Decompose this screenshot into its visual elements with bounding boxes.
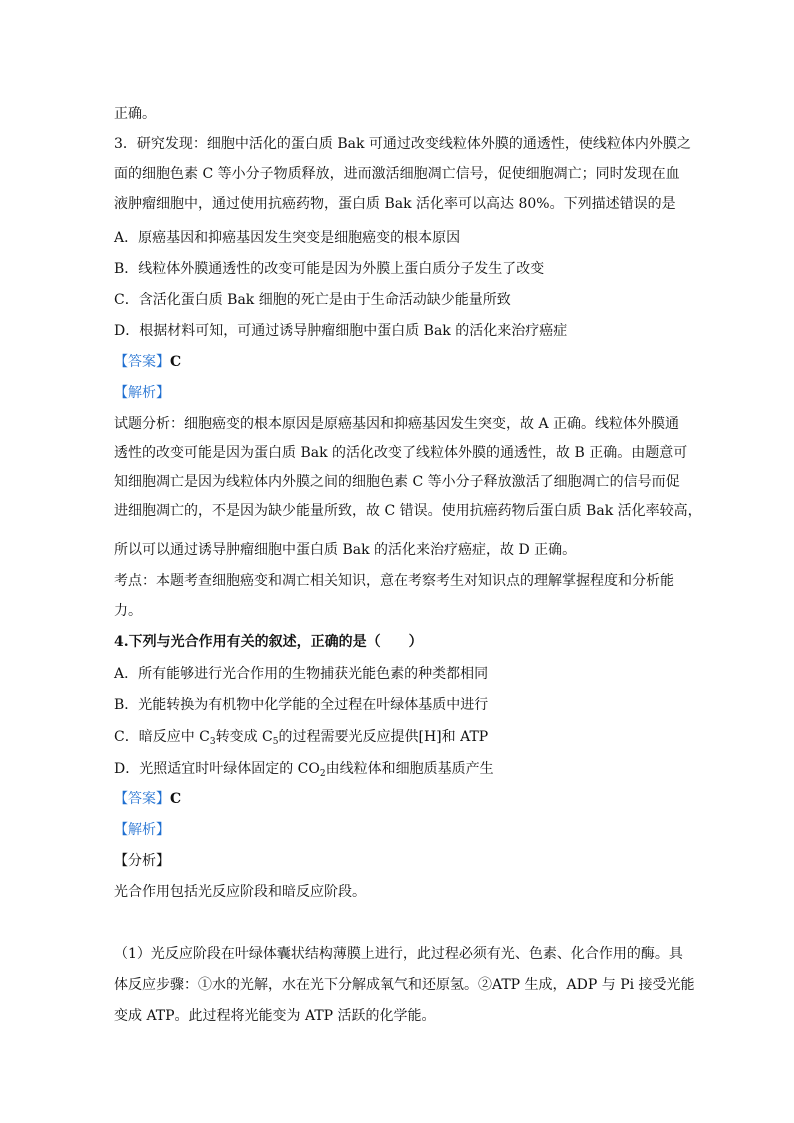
option-d-subscript-1: 2 <box>319 769 326 779</box>
question-4-detail-line-3: 变成 ATP。此过程将光能变为 ATP 活跃的化学能。 <box>114 1008 436 1024</box>
answer-value: C <box>170 791 182 807</box>
question-3-analysis-line-3: 知细胞凋亡是因为线粒体内外膜之间的细胞色素 C 等小分子释放激活了细胞凋亡的信号而促 <box>114 474 680 490</box>
question-3-analysis-line-2: 透性的改变可能是因为蛋白质 Bak 的活化改变了线粒体外膜的通透性，故 B 正确。由题意可 <box>114 445 688 461</box>
question-3-stem-line-3: 液肿瘤细胞中，通过使用抗癌药物，蛋白质 Bak 活化率可以高达 80%。下列描述错误的是 <box>114 196 676 212</box>
question-4-option-b: B．光能转换为有机物中化学能的全过程在叶绿体基质中进行 <box>114 697 489 713</box>
question-3-analysis-line-5: 所以可以通过诱导肿瘤细胞中蛋白质 Bak 的活化来治疗癌症，故 D 正确。 <box>114 542 577 558</box>
question-3-option-a: A．原癌基因和抑癌基因发生突变是细胞癌变的根本原因 <box>114 230 461 246</box>
question-3-analysis-line-1: 试题分析：细胞癌变的根本原因是原癌基因和抑癌基因发生突变，故 A 正确。线粒体外膜通 <box>114 416 680 432</box>
question-3-analysis-tag: 【解析】 <box>114 385 170 401</box>
question-3-point-line-2: 力。 <box>114 603 142 619</box>
question-4-detail-line-2: 体反应步骤：①水的光解，水在光下分解成氧气和还原氢。②ATP 生成，ADP 与 Pi 接受光能 <box>114 977 695 993</box>
question-4-stem: 4.下列与光合作用有关的叙述，正确的是（ ） <box>114 634 423 650</box>
question-4-answer <box>114 789 181 809</box>
prev-answer-continuation: 正确。 <box>114 106 156 122</box>
question-3-option-d: D．根据材料可知，可通过诱导肿瘤细胞中蛋白质 Bak 的活化来治疗癌症 <box>114 323 568 339</box>
question-4-fenxi-tag: 【分析】 <box>114 853 170 869</box>
option-d-text-1: D．光照适宜时叶绿体固定的 CO <box>114 761 320 777</box>
question-4-option-a: A．所有能够进行光合作用的生物捕获光能色素的种类都相同 <box>114 666 489 682</box>
option-c-text-1: C．暗反应中 C <box>114 729 210 745</box>
answer-value: C <box>170 354 182 370</box>
answer-tag: 【答案】 <box>114 791 170 807</box>
question-3-stem-line-2: 面的细胞色素 C 等小分子物质释放，进而激活细胞凋亡信号，促使细胞凋亡；同时发现在血 <box>114 166 680 182</box>
question-4-analysis-tag: 【解析】 <box>114 822 170 838</box>
option-c-text-2: 转变成 C <box>215 729 273 745</box>
option-d-text-2: 由线粒体和细胞质基质产生 <box>325 761 494 777</box>
option-c-subscript-1: 3 <box>209 737 216 747</box>
option-c-text-3: 的过程需要光反应提供[H]和 ATP <box>278 729 489 745</box>
answer-tag: 【答案】 <box>114 354 170 370</box>
question-3-option-b: B．线粒体外膜通透性的改变可能是因为外膜上蛋白质分子发生了改变 <box>114 261 545 277</box>
option-c-subscript-2: 5 <box>272 737 279 747</box>
question-3-answer <box>114 352 181 372</box>
question-3-option-c: C．含活化蛋白质 Bak 细胞的死亡是由于生命活动缺少能量所致 <box>114 292 511 308</box>
question-4-option-d <box>114 759 494 779</box>
question-4-detail-line-1: （1）光反应阶段在叶绿体囊状结构薄膜上进行，此过程必须有光、色素、化合作用的酶。具 <box>114 946 683 962</box>
question-3-point-line-1: 考点：本题考查细胞癌变和凋亡相关知识，意在考察考生对知识点的理解掌握程度和分析能 <box>114 573 674 589</box>
question-3-analysis-line-4: 进细胞凋亡的，不是因为缺少能量所致，故 C 错误。使用抗癌药物后蛋白质 Bak 活化率较高， <box>114 503 702 519</box>
question-4-intro: 光合作用包括光反应阶段和暗反应阶段。 <box>114 884 366 900</box>
question-3-stem-line-1: 3．研究发现：细胞中活化的蛋白质 Bak 可通过改变线粒体外膜的通透性，使线粒体内外膜之 <box>114 136 691 152</box>
question-4-option-c <box>114 727 488 747</box>
